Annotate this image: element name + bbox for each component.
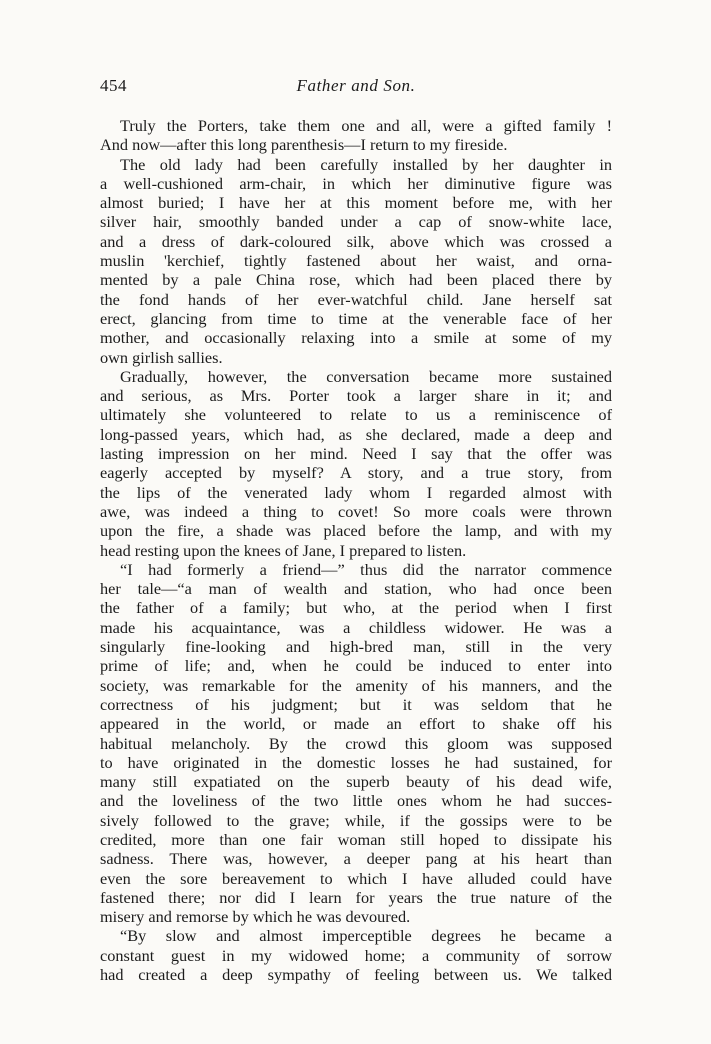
text-line: habitual melancholy. By the crowd this gloom was supposed: [100, 733, 612, 753]
text-line: long-passed years, which had, as she declared, made a deep and: [100, 424, 612, 444]
text-line: own girlish sallies.: [100, 347, 223, 367]
text-line: Gradually, however, the conversation became more sustained: [120, 366, 612, 386]
text-line: her tale—“a man of wealth and station, who had once been: [100, 579, 612, 599]
text-line: Truly the Porters, take them one and all, were a gifted family !: [120, 116, 612, 135]
text-line: many still expatiated on the superb beauty of his dead wife,: [100, 772, 612, 792]
text-line: sively followed to the grave; while, if the gossips were to be: [100, 810, 612, 830]
text-line: and a dress of dark-coloured silk, above which was crossed a: [100, 231, 612, 251]
text-line: The old lady had been carefully installed by her daughter in: [120, 154, 612, 174]
text-line: lasting impression on her mind. Need I say that the offer was: [100, 444, 612, 464]
text-line: eagerly accepted by myself? A story, and a true story, from: [100, 463, 612, 483]
text-line: even the sore bereavement to which I have alluded could have: [100, 868, 612, 888]
text-line: a well-cushioned arm-chair, in which her diminutive figure was: [100, 173, 612, 193]
text-line: “By slow and almost imperceptible degrees he became a: [120, 926, 612, 946]
text-line: society, was remarkable for the amenity of his manners, and the: [100, 675, 612, 695]
text-line: head resting upon the knees of Jane, I prepared to listen.: [100, 540, 467, 560]
text-line: had created a deep sympathy of feeling between us. We talked: [100, 965, 612, 985]
text-line: almost buried; I have her at this moment before me, with her: [100, 193, 612, 213]
text-line: singularly fine-looking and high-bred man, still in the very: [100, 637, 612, 657]
text-line: the fond hands of her ever-watchful child. Jane herself sat: [100, 289, 612, 309]
text-line: misery and remorse by which he was devoured.: [100, 907, 411, 927]
text-line: And now—after this long parenthesis—I return to my fireside.: [100, 135, 508, 155]
text-line: ultimately she volunteered to relate to us a reminiscence of: [100, 405, 612, 425]
body-text: [100, 116, 612, 984]
text-line: appeared in the world, or made an effort to shake off his: [100, 714, 612, 734]
page-number: 454: [100, 76, 127, 95]
text-line: the father of a family; but who, at the period when I first: [100, 598, 612, 618]
text-line: credited, more than one fair woman still hoped to dissipate his: [100, 829, 612, 849]
text-line: prime of life; and, when he could be induced to enter into: [100, 656, 612, 676]
text-line: and serious, as Mrs. Porter took a larger share in it; and: [100, 386, 612, 406]
text-line: muslin 'kerchief, tightly fastened about her waist, and orna-: [100, 251, 612, 271]
text-line: mother, and occasionally relaxing into a smile at some of my: [100, 328, 612, 348]
text-line: awe, was indeed a thing to covet! So more coals were thrown: [100, 501, 612, 521]
text-line: mented by a pale China rose, which had been placed there by: [100, 270, 612, 290]
text-line: erect, glancing from time to time at the venerable face of her: [100, 308, 612, 328]
text-line: fastened there; nor did I learn for years the true nature of the: [100, 887, 612, 907]
text-line: silver hair, smoothly banded under a cap of snow-white lace,: [100, 212, 612, 232]
text-line: sadness. There was, however, a deeper pang at his heart than: [100, 849, 612, 869]
text-line: “I had formerly a friend—” thus did the narrator commence: [120, 559, 612, 579]
running-head: [100, 76, 612, 102]
text-line: and the loveliness of the two little ones whom he had succes-: [100, 791, 612, 811]
text-line: upon the fire, a shade was placed before the lamp, and with my: [100, 521, 612, 541]
text-line: made his acquaintance, was a childless widower. He was a: [100, 617, 612, 637]
running-title: Father and Son.: [296, 76, 416, 95]
text-line: to have originated in the domestic losses he had sustained, for: [100, 752, 612, 772]
text-line: correctness of his judgment; but it was seldom that he: [100, 694, 612, 714]
text-line: constant guest in my widowed home; a community of sorrow: [100, 945, 612, 965]
text-line: the lips of the venerated lady whom I regarded almost with: [100, 482, 612, 502]
